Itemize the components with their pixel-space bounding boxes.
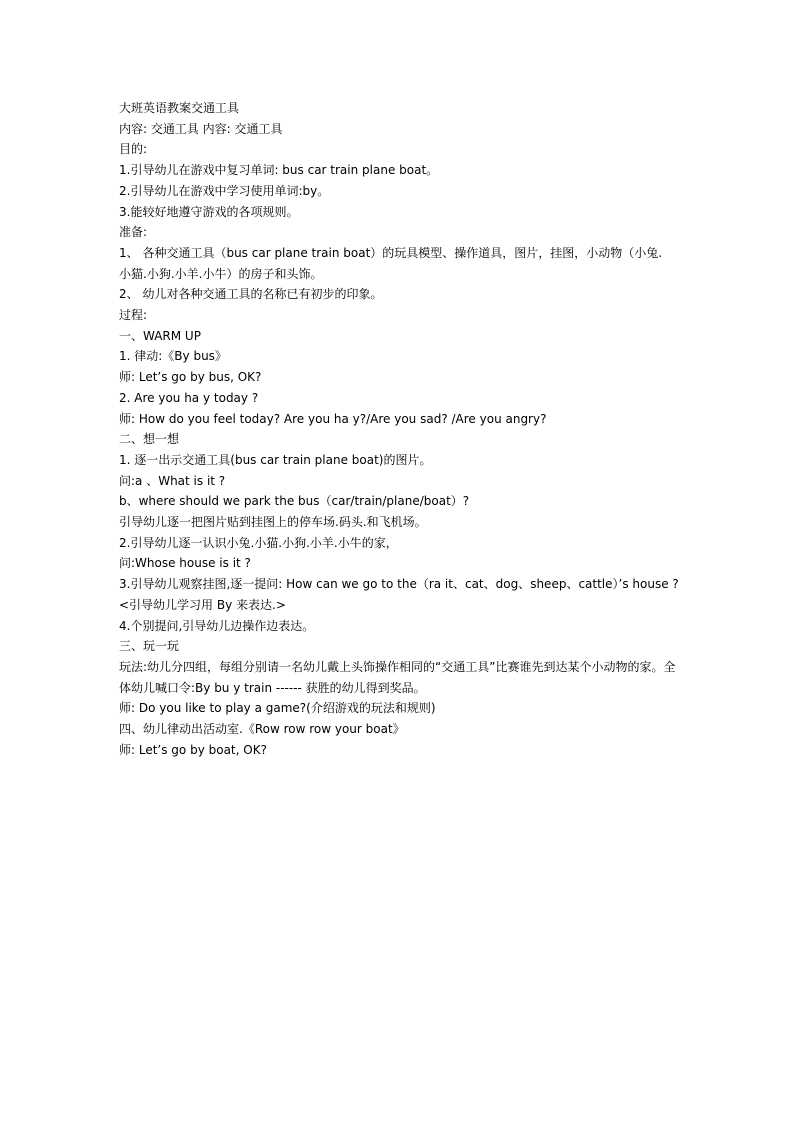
text-line: 1. 律动:《By bus》 — [119, 349, 227, 364]
preparation-item-1: 1、 各种交通工具（bus car plane train boat）的玩具模型、操作道具，图片，挂图，小动物（小兔. — [119, 245, 663, 260]
section-heading-purpose: 目的: — [119, 142, 148, 157]
text-line: 师: Let’s go by bus, OK? — [119, 370, 262, 385]
process-part-1-heading: 一、WARM UP — [119, 328, 201, 343]
preparation-item-2: 2、 幼儿对各种交通工具的名称已有初步的印象。 — [119, 287, 383, 302]
text-line: 师: Let’s go by boat, OK? — [119, 742, 267, 757]
text-line: <引导幼儿学习用 By 来表达.> — [119, 597, 286, 612]
preparation-item-1-cont: 小猫.小狗.小羊.小牛）的房子和头饰。 — [119, 266, 323, 281]
text-line: 师: Do you like to play a game?(介绍游戏的玩法和规则) — [119, 701, 436, 716]
text-line: 玩法:幼儿分四组，每组分别请一名幼儿戴上头饰操作相同的“交通工具”比赛谁先到达某个小动物的家。全 — [119, 659, 676, 674]
section-heading-preparation: 准备: — [119, 225, 148, 240]
text-line: 1. 逐一出示交通工具(bus car train plane boat)的图片。 — [119, 452, 432, 467]
purpose-item-1: 1.引导幼儿在游戏中复习单词: bus car train plane boat。 — [119, 163, 439, 178]
text-line: b、where should we park the bus（car/train/plane/boat）? — [119, 494, 470, 509]
text-line: 2.引导幼儿逐一认识小兔.小猫.小狗.小羊.小牛的家， — [119, 535, 398, 550]
text-line: 3.引导幼儿观察挂图,逐一提问: How can we go to the（ra it、cat、dog、sheep、cattle）’s house ? — [119, 577, 679, 592]
process-part-4-heading: 四、幼儿律动出活动室.《Row row row your boat》 — [119, 722, 405, 737]
text-line: 师: How do you feel today? Are you ha y?/Are you sad? /Are you angry? — [119, 411, 547, 426]
text-line: 体幼儿喊口令:By bu y train ------ 获胜的幼儿得到奖品。 — [119, 680, 426, 695]
text-line: 2. Are you ha y today ? — [119, 390, 259, 405]
text-line: 问:a 、What is it ? — [119, 473, 226, 488]
document-title: 大班英语教案交通工具 — [119, 101, 240, 115]
process-part-2-heading: 二、想一想 — [119, 432, 180, 447]
content-line: 内容: 交通工具 内容: 交通工具 — [119, 121, 283, 136]
purpose-item-3: 3.能较好地遵守游戏的各项规则。 — [119, 204, 299, 219]
text-line: 问:Whose house is it ? — [119, 556, 251, 571]
document-body — [119, 98, 679, 761]
text-line: 引导幼儿逐一把图片贴到挂图上的停车场.码头.和飞机场。 — [119, 515, 427, 530]
section-heading-process: 过程: — [119, 308, 148, 323]
text-line: 4.个别提问,引导幼儿边操作边表达。 — [119, 618, 315, 633]
purpose-item-2: 2.引导幼儿在游戏中学习使用单词:by。 — [119, 183, 330, 198]
process-part-3-heading: 三、玩一玩 — [119, 639, 180, 654]
